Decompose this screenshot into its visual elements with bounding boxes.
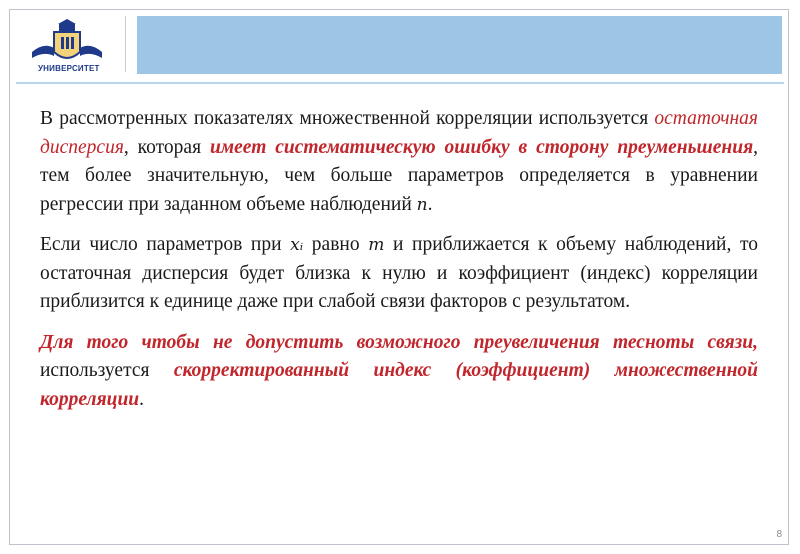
text-run: Если число параметров при [40, 234, 291, 255]
highlight-residual-variance: остаточная дисперсия [40, 108, 758, 158]
paragraph-adjusted-index [40, 329, 758, 415]
slide-body [40, 105, 758, 426]
text-run: . [427, 193, 433, 215]
text-run: . [139, 388, 145, 410]
text-run: В рассмотренных показателях множественной корреляции используется [40, 108, 655, 129]
highlight-adjusted-index: скорректированный индекс (коэффициент) множественной корреляции [40, 360, 758, 410]
page-number: 8 [776, 529, 782, 540]
header-rule [16, 82, 784, 84]
highlight-prevent-exaggeration: Для того чтобы не допустить возможного преувеличения тесноты связи, [40, 331, 758, 353]
highlight-systematic-error: имеет систематическую ошибку в сторону преуменьшения [209, 136, 754, 158]
math-variable-xi: xᵢ [290, 235, 304, 255]
paragraph-parameters [40, 231, 758, 317]
math-variable-m: m [368, 235, 385, 255]
text-run: равно [303, 234, 369, 255]
text-run: используется [40, 360, 174, 381]
text-run: , тем более значительную, чем больше параметров определяется в уравнении регрессии при заданном объеме наблюдений [40, 136, 758, 215]
text-run: и приближается к объему наблюдений, то остаточная дисперсия будет близка к нулю и коэффициент (индекс) корреляции приблизится к единице даже при слабой связи факторов с результатом. [40, 234, 758, 312]
logo-text: УНИВЕРСИТЕТ [38, 64, 100, 73]
text-run: , которая [123, 136, 210, 158]
header-divider [125, 16, 126, 72]
paragraph-residual-variance [40, 105, 758, 219]
math-variable-n: n [416, 194, 428, 215]
header-banner [137, 16, 782, 74]
